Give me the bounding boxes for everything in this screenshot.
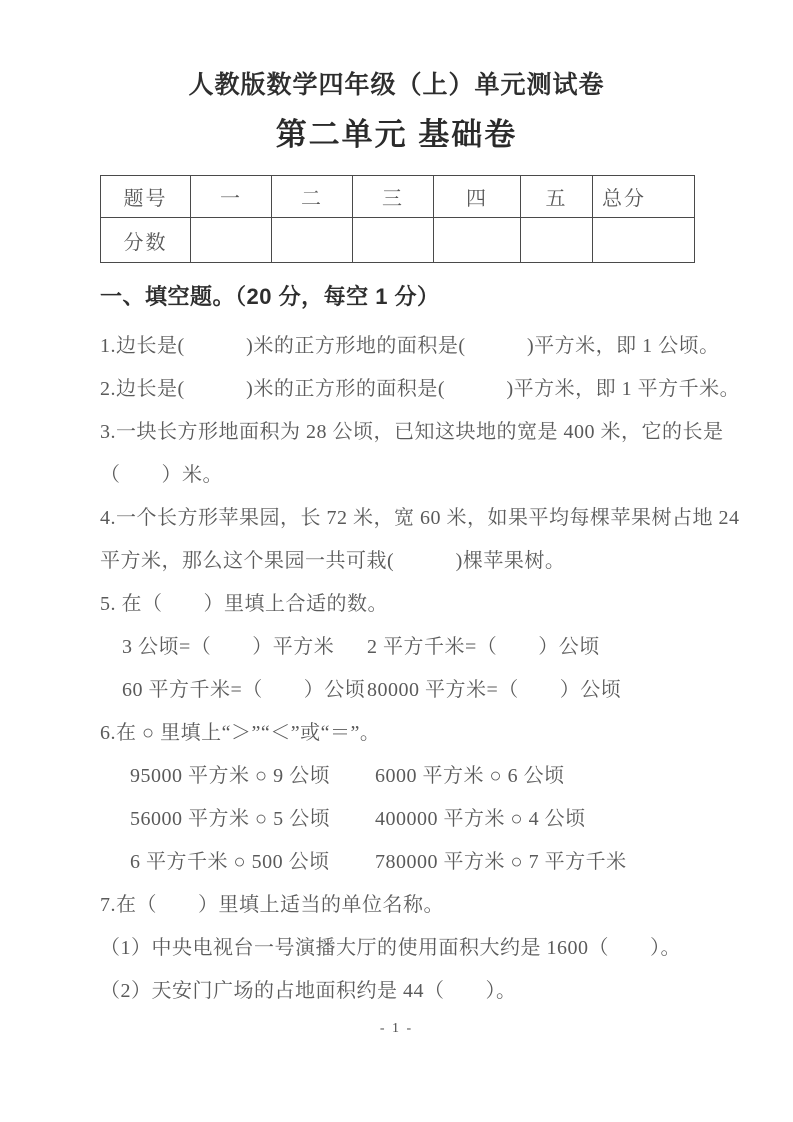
score-table-header-cell: 总分 bbox=[593, 176, 695, 218]
score-cell-empty bbox=[272, 218, 353, 263]
question-6-items-row-1 bbox=[100, 755, 715, 798]
score-cell-empty bbox=[353, 218, 434, 263]
score-cell-empty bbox=[191, 218, 272, 263]
document-title: 人教版数学四年级（上）单元测试卷 bbox=[188, 71, 605, 99]
score-cell-empty bbox=[521, 218, 593, 263]
score-table-header-cell: 一 bbox=[191, 176, 272, 218]
question-6-items-row-3 bbox=[100, 841, 715, 884]
question-5-items-row-1 bbox=[100, 626, 715, 669]
score-cell-empty bbox=[593, 218, 695, 263]
question-1: 1.边长是( )米的正方形地的面积是( )平方米，即 1 公顷。 bbox=[100, 335, 720, 357]
question-5-items-row-2 bbox=[100, 669, 715, 712]
score-cell-empty bbox=[434, 218, 521, 263]
score-table-header-cell: 四 bbox=[434, 176, 521, 218]
score-table bbox=[100, 175, 695, 263]
question-6-item-4: 400000 平方米 ○ 4 公顷 bbox=[375, 808, 586, 830]
question-6-item-5: 6 平方千米 ○ 500 公顷 bbox=[130, 851, 330, 873]
question-7-item-2: （2）天安门广场的占地面积约是 44（ ）。 bbox=[100, 980, 517, 1002]
question-2: 2.边长是( )米的正方形的面积是( )平方米，即 1 平方千米。 bbox=[100, 378, 741, 400]
question-6-item-6: 780000 平方米 ○ 7 平方千米 bbox=[375, 851, 627, 873]
question-3-line-1: 3.一块长方形地面积为 28 公顷，已知这块地的宽是 400 米，它的长是 bbox=[100, 421, 724, 443]
question-3-line-2: （ ）米。 bbox=[100, 464, 223, 486]
question-5: 5. 在（ ）里填上合适的数。 bbox=[100, 593, 388, 615]
score-table-header-cell: 三 bbox=[353, 176, 434, 218]
paper-content bbox=[0, 175, 793, 1013]
section-1-heading: 一、填空题。（20 分，每空 1 分） bbox=[100, 284, 440, 309]
question-5-item-2: 2 平方千米=（ ）公顷 bbox=[367, 636, 600, 658]
question-7-item-1: （1）中央电视台一号演播大厅的使用面积大约是 1600（ ）。 bbox=[100, 937, 681, 959]
score-table-header-row bbox=[101, 176, 695, 218]
question-5-item-3: 60 平方千米=（ ）公顷 bbox=[122, 679, 366, 701]
question-7: 7.在（ ）里填上适当的单位名称。 bbox=[100, 894, 444, 916]
score-table-header-cell: 五 bbox=[521, 176, 593, 218]
question-6-item-2: 6000 平方米 ○ 6 公顷 bbox=[375, 765, 565, 787]
score-table-score-row bbox=[101, 218, 695, 263]
question-6: 6.在 ○ 里填上“＞”“＜”或“＝”。 bbox=[100, 722, 381, 744]
score-table-header-cell: 题号 bbox=[101, 176, 191, 218]
question-6-item-1: 95000 平方米 ○ 9 公顷 bbox=[130, 765, 331, 787]
score-row-label: 分数 bbox=[101, 218, 191, 263]
question-4-line-2: 平方米，那么这个果园一共可栽( )棵苹果树。 bbox=[100, 550, 566, 572]
question-5-item-4: 80000 平方米=（ ）公顷 bbox=[367, 679, 622, 701]
question-6-item-3: 56000 平方米 ○ 5 公顷 bbox=[130, 808, 331, 830]
score-table-header-cell: 二 bbox=[272, 176, 353, 218]
question-5-item-1: 3 公顷=（ ）平方米 bbox=[122, 636, 335, 658]
question-4-line-1: 4.一个长方形苹果园，长 72 米，宽 60 米，如果平均每棵苹果树占地 24 bbox=[100, 507, 740, 529]
page-number: - 1 - bbox=[379, 1021, 414, 1036]
unit-subtitle: 第二单元 基础卷 bbox=[275, 117, 518, 152]
question-6-items-row-2 bbox=[100, 798, 715, 841]
